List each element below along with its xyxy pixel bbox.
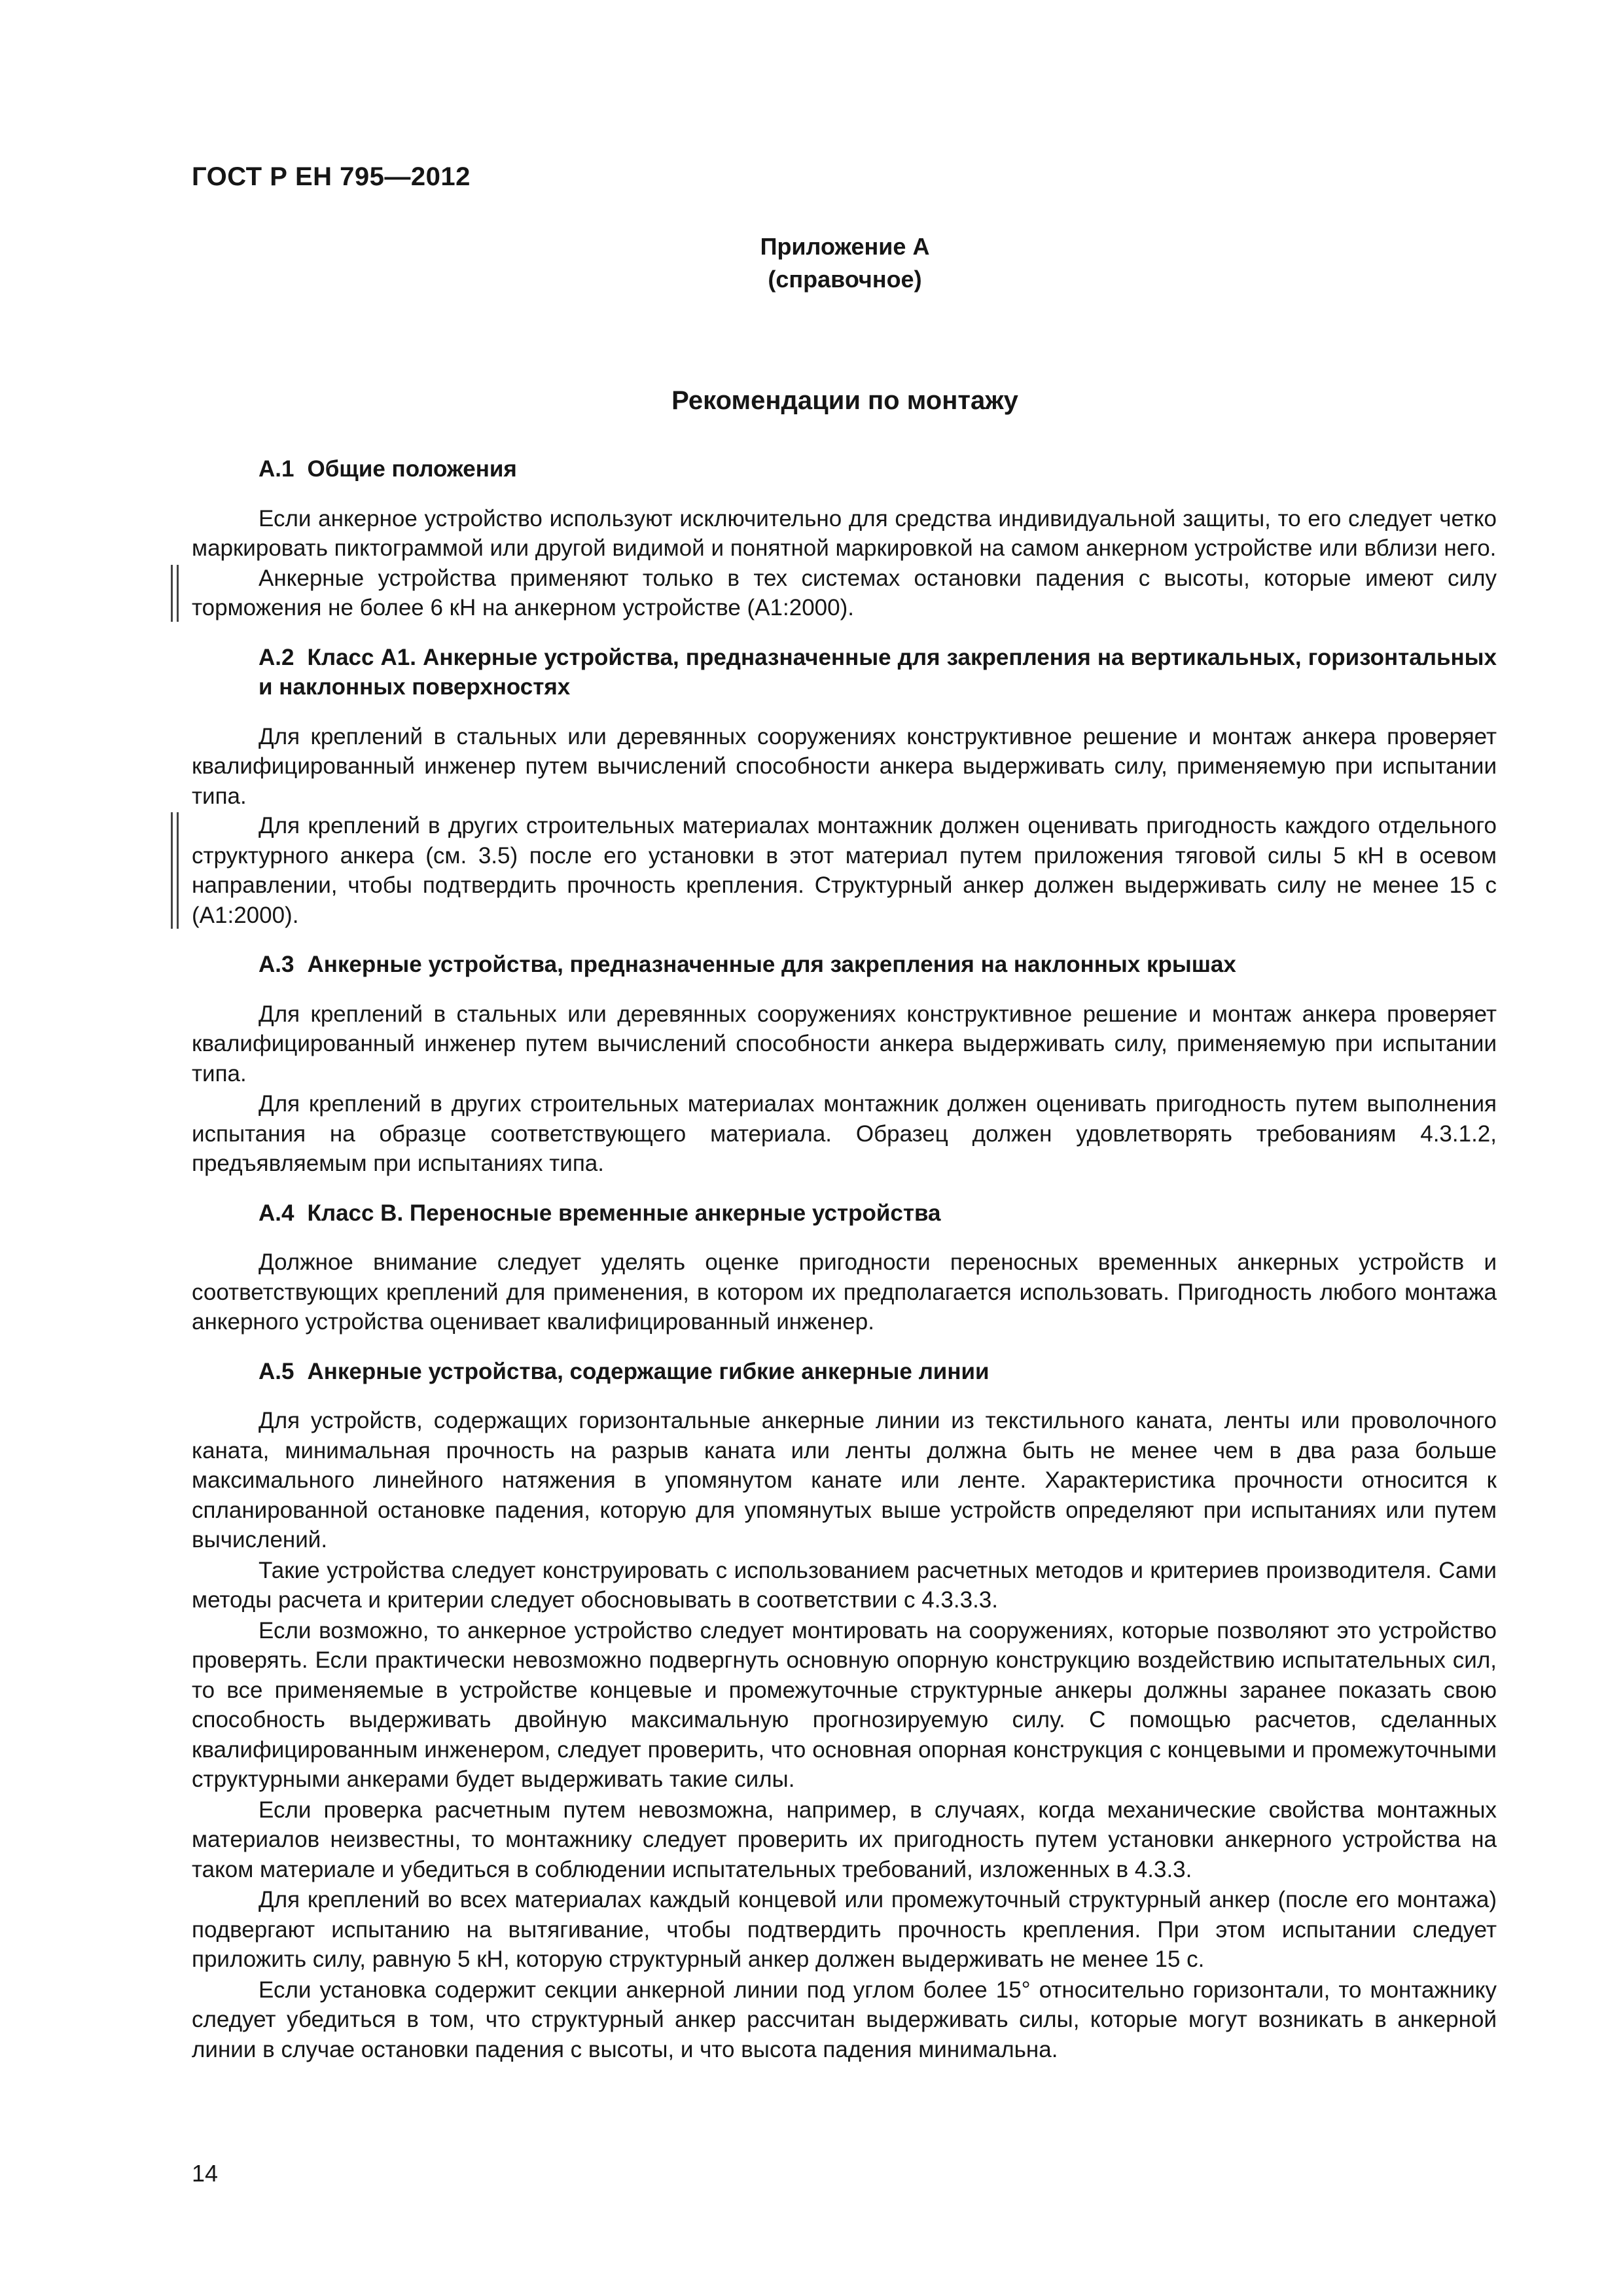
paragraph: Если возможно, то анкерное устройство следует монтировать на сооружениях, которые позволяют это устройство проверять. Если практически невозможно подвергнуть основную опорную конструкцию воздействию испытательных сил, то все применяемые в устройстве концевые и промежуточные структурные анкеры должны заранее показать свою способность выдерживать двойную максимальную прогнозируемую силу. С помощью расчетов, сделанных квалифицированным инженером, следует проверить, что основная опорная конструкция с концевыми и промежуточными структурными анкерами будет выдерживать такие силы.	[192, 1617, 1497, 1792]
section-title: Анкерные устройства, содержащие гибкие анкерные линии	[307, 1358, 990, 1384]
paragraph: Для креплений во всех материалах каждый концевой или промежуточный структурный анкер (после его монтажа) подвергают испытанию на вытягивание, чтобы подтвердить прочность крепления. При этом испытании следует приложить силу, равную 5 кН, которую структурный анкер должен выдерживать не менее 15 с.	[192, 1887, 1497, 1972]
paragraph: Если установка содержит секции анкерной линии под углом более 15° относительно горизонтали, то монтажнику следует убедиться в том, что структурный анкер рассчитан выдерживать силы, которые могут возникать в анкерной линии в случае остановки падения с высоты, и что высота падения минимальна.	[192, 1977, 1497, 2062]
paragraph: Такие устройства следует конструировать с использованием расчетных методов и критериев производителя. Сами методы расчета и критерии следует обосновывать в соответствии с 4.3.3.3.	[192, 1557, 1497, 1613]
paragraph: Для устройств, содержащих горизонтальные анкерные линии из текстильного каната, ленты или проволочного каната, минимальная прочность на разрыв каната или ленты должна быть не менее чем в два раза больше максимального линейного натяжения в упомянутом канате или ленте. Характеристика прочности относится к спланированной остановке падения, которую для упомянутых выше устройств определяют при испытаниях или путем вычислений.	[192, 1408, 1497, 1552]
section-number: А.5	[259, 1358, 294, 1384]
section-heading	[192, 950, 1497, 980]
paragraph: Если анкерное устройство используют исключительно для средства индивидуальной защиты, то его следует четко маркировать пиктограммой или другой видимой и понятной маркировкой на самом анкерном устройстве или вблизи него.	[192, 505, 1497, 561]
paragraph: Для креплений в стальных или деревянных сооружениях конструктивное решение и монтаж анкера проверяет квалифицированный инженер путем вычислений способности анкера выдерживать силу, применяемую при испытании типа.	[192, 723, 1497, 809]
paragraph: Для креплений в стальных или деревянных сооружениях конструктивное решение и монтаж анкера проверяет квалифицированный инженер путем вычислений способности анкера выдерживать силу, применяемую при испытании типа.	[192, 1001, 1497, 1086]
section-title: Анкерные устройства, предназначенные для закрепления на наклонных крышах	[307, 952, 1236, 977]
section-heading	[192, 454, 1497, 484]
paragraph: Должное внимание следует уделять оценке пригодности переносных временных анкерных устройств и соответствующих креплений для применения, в котором их предполагается использовать. Пригодность любого монтажа анкерного устройства оценивает квалифицированный инженер.	[192, 1249, 1497, 1335]
paragraph: Если проверка расчетным путем невозможна, например, в случаях, когда механические свойства монтажных материалов неизвестны, то монтажнику следует проверить их пригодность путем установки анкерного устройства на таком материале и убедиться в соблюдении испытательных требований, изложенных в 4.3.3.	[192, 1797, 1497, 1882]
section-title: Общие положения	[307, 456, 517, 482]
change-bar	[171, 812, 179, 929]
section-title: Класс А1. Анкерные устройства, предназначенные для закрепления на вертикальных, горизонтальных и наклонных поверхностях	[259, 644, 1497, 700]
section-number: А.1	[259, 456, 294, 482]
section-a2	[192, 643, 1497, 931]
paragraph: Для креплений в других строительных материалах монтажник должен оценивать пригодность путем выполнения испытания на образце соответствующего материала. Образец должен удовлетворять требованиям 4.3.1.2, предъявляемым при испытаниях типа.	[192, 1091, 1497, 1176]
amended-paragraph	[192, 564, 1497, 623]
section-heading	[192, 643, 1497, 702]
section-title: Класс В. Переносные временные анкерные устройства	[307, 1200, 941, 1226]
paragraph: Для креплений в других строительных материалах монтажник должен оценивать пригодность каждого отдельного структурного анкера (см. 3.5) после его установки в этот материал путем приложения тяговой силы 5 кН в осевом направлении, чтобы подтвердить прочность крепления. Структурный анкер должен выдерживать силу не менее 15 с (А1:2000).	[192, 813, 1497, 928]
section-a3	[192, 950, 1497, 1179]
page-number: 14	[192, 2160, 219, 2187]
annex-label: Приложение А	[760, 233, 930, 260]
section-heading	[192, 1357, 1497, 1387]
annex-type: (справочное)	[768, 266, 922, 293]
annex-heading	[0, 230, 1623, 296]
amended-paragraph	[192, 811, 1497, 930]
section-a5	[192, 1357, 1497, 2065]
section-a1	[192, 454, 1497, 623]
section-number: А.3	[259, 952, 294, 977]
section-number: А.2	[259, 644, 294, 670]
section-number: А.4	[259, 1200, 294, 1226]
paragraph: Анкерные устройства применяют только в тех системах остановки падения с высоты, которые имеют силу торможения не более 6 кН на анкерном устройстве (А1:2000).	[192, 565, 1497, 620]
section-heading	[192, 1198, 1497, 1229]
document-code: ГОСТ Р ЕН 795—2012	[192, 162, 471, 191]
annex-body	[192, 454, 1497, 2084]
change-bar	[171, 565, 179, 622]
annex-title: Рекомендации по монтажу	[671, 386, 1018, 415]
section-a4	[192, 1198, 1497, 1337]
